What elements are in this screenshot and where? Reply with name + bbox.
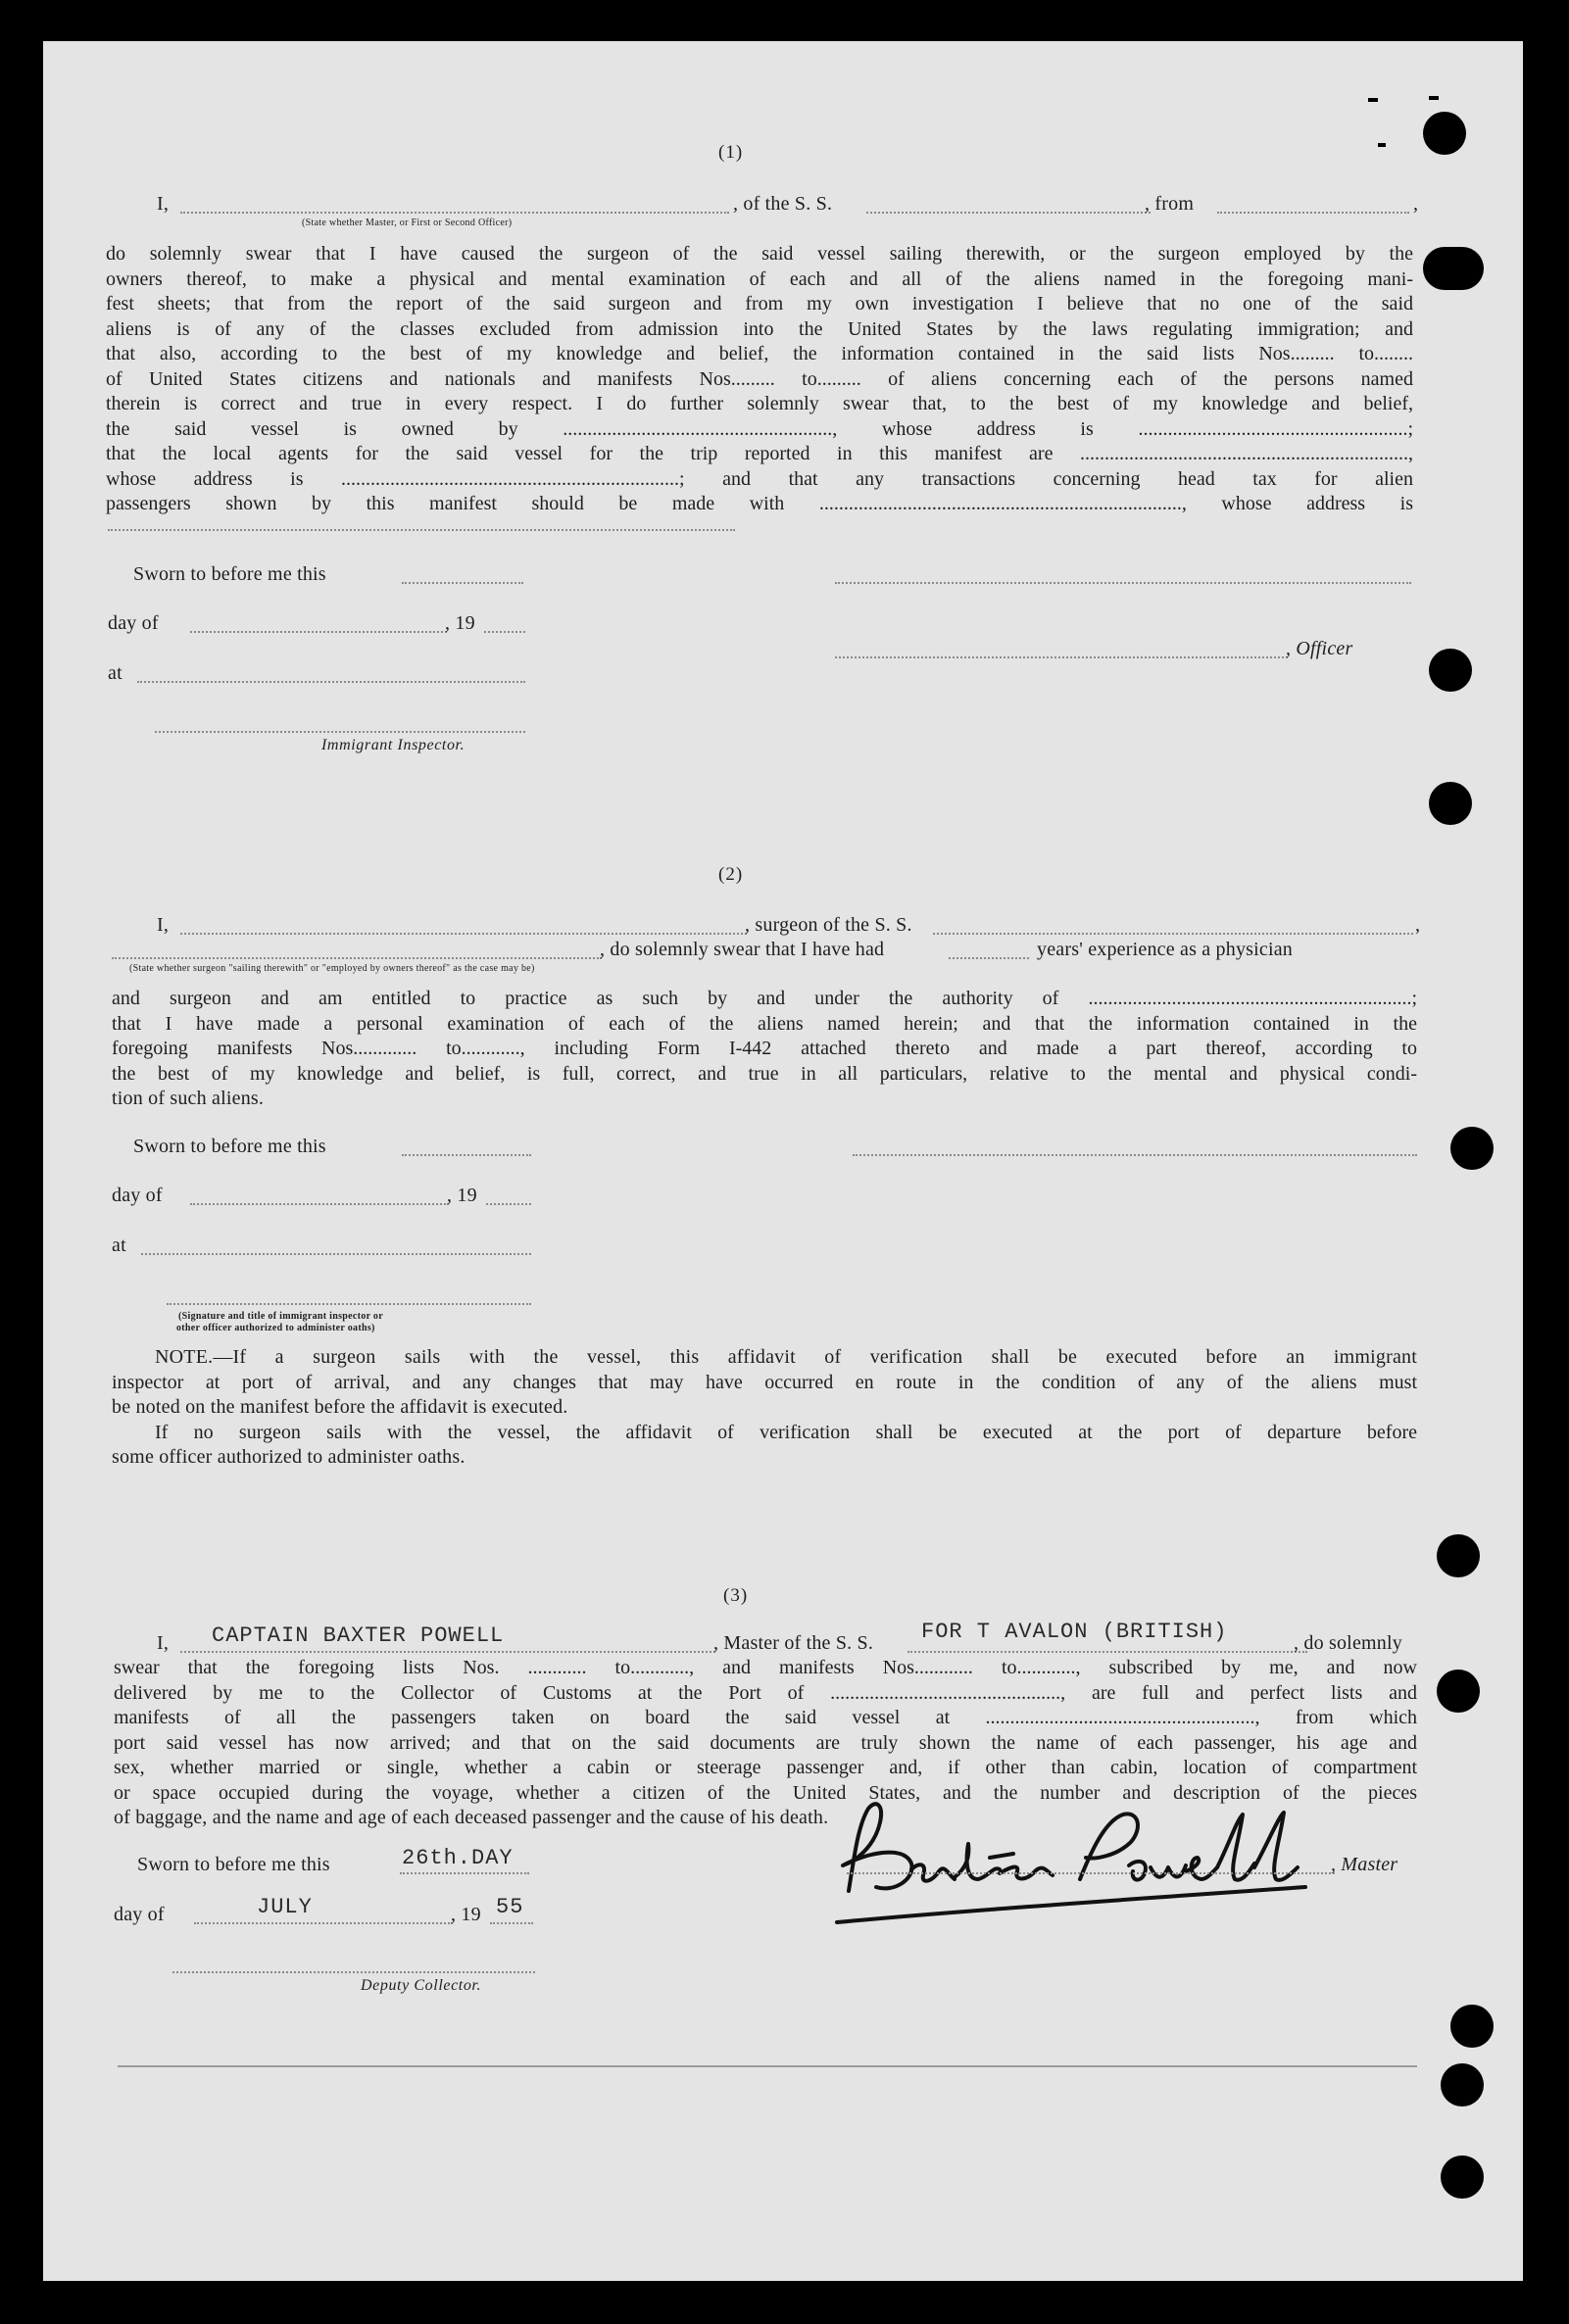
s3-year-value: 55 [496,1895,524,1919]
s1-i-label: I, [157,193,170,215]
s3-body-line: or space occupied during the voyage, whether a citizen of the United States, and the number and description of the pieces [114,1781,1417,1804]
s3-master-name-value: CAPTAIN BAXTER POWELL [212,1623,505,1648]
footer-rule [118,2065,1417,2067]
s1-body-line: therein is correct and true in every respect. I do further solemnly swear that, to the best of my knowledge and belief, [106,393,1413,414]
s3-year-field[interactable] [490,1922,533,1924]
s1-at-field[interactable] [137,681,525,683]
s1-sworn-field[interactable] [402,582,523,584]
s3-body-line: delivered by me to the Collector of Customs at the Port of ..............................................., are full and perfect lists and [114,1681,1417,1704]
s1-from-label: , from [1145,193,1195,215]
s2-note2-line: some officer authorized to administer oaths. [112,1446,466,1468]
s1-body-line: fest sheets; that from the report of the said surgeon and from my own investigation I believe that no one of the said [106,293,1413,315]
s3-day-field[interactable] [194,1922,453,1924]
s1-officer-name-field[interactable] [180,212,729,214]
s2-note-line: inspector at port of arrival, and any changes that may have occurred en route in the condition of any of the aliens must [112,1371,1417,1393]
punch-hole [1441,2063,1484,2106]
note-text: —If a surgeon sails with the vessel, this affidavit of verification shall be executed before an immigrant [213,1346,1417,1368]
s1-body-line: of United States citizens and nationals and manifests Nos......... to......... of aliens concerning each of the persons named [106,367,1413,390]
s3-master-label: , Master of the S. S. [713,1632,874,1654]
s3-body-line: swear that the foregoing lists Nos. ............ to............, and manifests Nos............ to............, subscribed by me, and now [114,1657,1417,1678]
s1-body-line: do solemnly swear that I have caused the surgeon of the said vessel sailing therewith, or the surgeon employed by the [106,243,1413,265]
scan-mark [1368,98,1378,102]
s3-master-signature-field[interactable] [847,1872,1335,1874]
punch-hole [1423,247,1484,290]
s2-body-line: foregoing manifests Nos............. to............, including Form I-442 attached thereto and made a part thereof, according to [112,1038,1417,1059]
s1-address-field[interactable] [108,529,735,531]
s1-day-field[interactable] [190,631,447,633]
s2-years-label: years' experience as a physician [1037,939,1293,960]
s1-at-label: at [108,662,123,684]
note-label: NOTE. [155,1346,214,1368]
s3-body-line: port said vessel has now arrived; and that on the said documents are truly shown the name of each passenger, his age and [114,1731,1417,1754]
s1-inspector-label: Immigrant Inspector. [321,737,466,753]
s3-collector-label: Deputy Collector. [361,1977,482,1994]
document-page [43,41,1523,2281]
punch-hole [1437,1670,1480,1713]
s3-year-prefix: , 19 [451,1904,481,1925]
s1-from-field[interactable] [1217,212,1409,214]
s2-caption: (State whether surgeon "sailing therewith" or "employed by owners thereof" as the case may be) [129,963,535,974]
s1-body-line: that the local agents for the said vessel for the trip reported in this manifest are ..................................................................., [106,443,1413,464]
s1-of-ss-label: , of the S. S. [733,193,833,215]
s1-body-line: aliens is of any of the classes excluded from admission into the United States by the laws regulating immigration; and [106,317,1413,340]
s3-vessel-field[interactable] [907,1651,1307,1653]
s1-body-line: passengers shown by this manifest should be made with .........................................................................., whose address is [106,493,1413,514]
scan-mark [1429,96,1439,100]
punch-hole [1437,1534,1480,1577]
s2-note-line: be noted on the manifest before the affidavit is executed. [112,1396,568,1418]
s2-sworn-field[interactable] [402,1154,531,1156]
s1-body-line: the said vessel is owned by ......................................................., whose address is .......................................................; [106,417,1413,440]
s2-day-of-label: day of [112,1185,163,1206]
s3-line1-end: , do solemnly [1294,1632,1402,1654]
s2-note2-line: If no surgeon sails with the vessel, the affidavit of verification shall be executed at the port of departure before [155,1421,1417,1443]
s3-sworn-value: 26th.DAY [402,1846,514,1870]
s2-sig-caption-1: (Signature and title of immigrant inspector or [178,1311,383,1322]
s3-month-value: JULY [257,1895,313,1919]
s2-day-field[interactable] [190,1203,449,1205]
s2-at-field[interactable] [141,1253,531,1255]
s1-vessel-field[interactable] [866,212,1151,214]
s1-year-field[interactable] [484,631,525,633]
punch-hole [1441,2155,1484,2199]
s1-body-line: that also, according to the best of my knowledge and belief, the information contained in the said lists Nos......... to........ [106,343,1413,364]
master-signature [786,1785,1315,1932]
s1-officer-signature-2[interactable] [835,656,1288,658]
s3-master-name-field[interactable] [180,1651,715,1653]
s2-at-label: at [112,1235,126,1256]
s1-day-of-label: day of [108,612,159,634]
s3-sworn-field[interactable] [400,1872,529,1874]
section-1-number: (1) [718,142,744,163]
s1-body-line: owners thereof, to make a physical and mental examination of each and all of the aliens named in the foregoing mani- [106,267,1413,290]
s2-surgeon-name-field[interactable] [180,933,747,935]
s2-swear-label: , do solemnly swear that I have had [600,939,885,960]
s1-body-line: whose address is .....................................................................; and that any transactions concerning head tax for alien [106,467,1413,490]
s1-caption: (State whether Master, or First or Second Officer) [302,218,513,228]
s3-vessel-value: FOR T AVALON (BRITISH) [921,1620,1228,1644]
s2-body-line: that I have made a personal examination of each of the aliens named herein; and that the information contained in the [112,1012,1417,1035]
s2-surgeon-signature[interactable] [853,1154,1417,1156]
s2-sig-caption-2: other officer authorized to administer oaths) [176,1323,375,1333]
s1-line1-end: , [1413,193,1419,215]
section-2-number: (2) [718,864,744,885]
s1-inspector-signature[interactable] [155,731,525,733]
s2-inspector-signature[interactable] [167,1303,531,1305]
s2-sworn-label: Sworn to before me this [133,1136,326,1157]
s2-body-line: and surgeon and am entitled to practice as such by and under the authority of ..................................................................; [112,988,1417,1009]
s2-i-label: I, [157,914,170,936]
s2-body-line: tion of such aliens. [112,1088,265,1109]
s2-vessel-field[interactable] [933,933,1413,935]
s3-i-label: I, [157,1632,170,1654]
punch-hole [1450,1127,1494,1170]
section-3-number: (3) [723,1585,749,1606]
punch-hole [1429,782,1472,825]
s3-body-line: sex, whether married or single, whether a cabin or steerage passenger and, if other than cabin, location of compartment [114,1757,1417,1778]
s1-sworn-label: Sworn to before me this [133,563,326,585]
s2-note-line [155,1345,1417,1371]
punch-hole [1423,112,1466,155]
scan-mark [1378,143,1386,147]
s3-body-line: manifests of all the passengers taken on board the said vessel at ......................................................., from which [114,1707,1417,1728]
s3-collector-signature[interactable] [172,1971,535,1973]
s1-officer-signature-1[interactable] [835,582,1411,584]
s2-year-prefix: , 19 [447,1185,477,1206]
s2-line1-end: , [1415,914,1421,936]
punch-hole [1450,2005,1494,2048]
s3-sworn-label: Sworn to before me this [137,1854,330,1875]
s2-year-field[interactable] [486,1203,531,1205]
s3-master-label-text: , Master [1331,1854,1398,1875]
s2-years-field[interactable] [949,957,1029,959]
s1-officer-label: , Officer [1286,638,1353,659]
s1-year-prefix: , 19 [445,612,475,634]
s3-day-of-label: day of [114,1904,165,1925]
s2-surgeon-label: , surgeon of the S. S. [745,914,912,936]
punch-hole [1429,649,1472,692]
s3-body-line: of baggage, and the name and age of each deceased passenger and the cause of his death. [114,1807,829,1828]
s2-body-line: the best of my knowledge and belief, is full, correct, and true in all particulars, relative to the mental and physical condi- [112,1062,1417,1085]
s2-status-field[interactable] [112,957,602,959]
